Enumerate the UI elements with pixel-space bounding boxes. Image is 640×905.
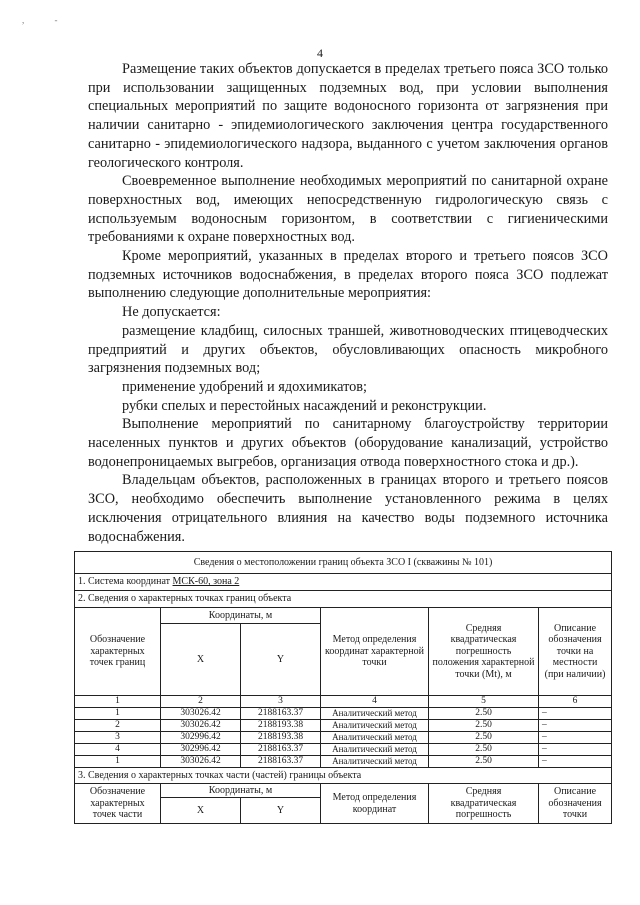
cell-point: 1 bbox=[75, 756, 161, 768]
cell-x: 303026.42 bbox=[161, 720, 241, 732]
table-row bbox=[75, 708, 612, 720]
header2-accuracy: Средняя квадратическая погрешность bbox=[429, 784, 539, 824]
col-num-4: 4 bbox=[321, 696, 429, 708]
header-accuracy: Средняя квадратическая погрешность положения характерной точки (Mt), м bbox=[429, 608, 539, 696]
boundary-table bbox=[74, 551, 611, 824]
paragraph-6: применение удобрений и ядохимикатов; bbox=[122, 378, 368, 395]
header-x: X bbox=[161, 624, 241, 696]
header-coords: Координаты, м bbox=[161, 608, 321, 624]
cell-y: 2188163.37 bbox=[241, 708, 321, 720]
paragraph-3: Кроме мероприятий, указанных в пределах второго и третьего поясов ЗСО подземных источников водоснабжения, в пределах второго пояса ЗСО подлежат выполнению следующие дополнительные мероприятия: bbox=[88, 248, 608, 302]
header2-coords: Координаты, м bbox=[161, 784, 321, 798]
cell-x: 302996.42 bbox=[161, 732, 241, 744]
header-designation: Обозначение характерных точек границ bbox=[75, 608, 161, 696]
cell-method: Аналитический метод bbox=[321, 732, 429, 744]
section-2-title: 2. Сведения о характерных точках границ объекта bbox=[75, 591, 612, 608]
cell-method: Аналитический метод bbox=[321, 708, 429, 720]
paragraph-1: Размещение таких объектов допускается в пределах третьего пояса ЗСО только при использовании защищенных подземных вод, при условии выполнения специальных мероприятий по защите водоносного горизонта от загрязнения при наличии санитарно - эпидемиологического заключения центра государственного санитарно - эпидемиологического надзора, выданного с учетом заключения органов геологического контроля. bbox=[88, 61, 608, 171]
cell-y: 2188193.38 bbox=[241, 732, 321, 744]
header2-x: X bbox=[161, 798, 241, 824]
coordinate-system-value: МСК-60, зона 2 bbox=[172, 576, 240, 588]
cell-description: – bbox=[539, 756, 612, 768]
coordinate-system-label: 1. Система координат bbox=[78, 576, 173, 588]
page-number: 4 bbox=[317, 46, 323, 60]
table-row bbox=[75, 744, 612, 756]
paragraph-9: Владельцам объектов, расположенных в границах второго и третьего поясов ЗСО, необходимо обеспечить выполнение установленного режима в целях исключения отрицательного влияния на качество воды подземного источника водоснабжения. bbox=[88, 472, 608, 545]
cell-accuracy: 2.50 bbox=[429, 744, 539, 756]
cell-y: 2188163.37 bbox=[241, 744, 321, 756]
cell-point: 2 bbox=[75, 720, 161, 732]
coordinate-system-row bbox=[75, 574, 612, 591]
cell-x: 302996.42 bbox=[161, 744, 241, 756]
header-method: Метод определения координат характерной точки bbox=[321, 608, 429, 696]
table-row bbox=[75, 732, 612, 744]
paragraph-2: Своевременное выполнение необходимых мероприятий по санитарной охране поверхностных вод, имеющих непосредственную гидрологическую связь с используемым водоносным горизонтом, в соответствии с гигиеническими требованиями к охране поверхностных вод. bbox=[88, 173, 608, 246]
cell-description: – bbox=[539, 732, 612, 744]
section-3-title: 3. Сведения о характерных точках части (частей) границы объекта bbox=[75, 768, 612, 784]
table-title: Сведения о местоположении границ объекта ЗСО I (скважины № 101) bbox=[75, 552, 612, 574]
header2-description: Описание обозначения точки bbox=[539, 784, 612, 824]
col-num-2: 2 bbox=[161, 696, 241, 708]
cell-point: 3 bbox=[75, 732, 161, 744]
col-num-1: 1 bbox=[75, 696, 161, 708]
cell-description: – bbox=[539, 708, 612, 720]
header-y: Y bbox=[241, 624, 321, 696]
cell-method: Аналитический метод bbox=[321, 744, 429, 756]
cell-x: 303026.42 bbox=[161, 708, 241, 720]
table-row bbox=[75, 720, 612, 732]
cell-point: 1 bbox=[75, 708, 161, 720]
cell-description: – bbox=[539, 720, 612, 732]
cell-description: – bbox=[539, 744, 612, 756]
cell-accuracy: 2.50 bbox=[429, 708, 539, 720]
cell-accuracy: 2.50 bbox=[429, 732, 539, 744]
paragraph-4: Не допускается: bbox=[122, 304, 221, 321]
corner-marks: , - bbox=[22, 15, 72, 25]
cell-accuracy: 2.50 bbox=[429, 756, 539, 768]
cell-method: Аналитический метод bbox=[321, 756, 429, 768]
table-row bbox=[75, 756, 612, 768]
header2-designation: Обозначение характерных точек части bbox=[75, 784, 161, 824]
cell-method: Аналитический метод bbox=[321, 720, 429, 732]
col-num-3: 3 bbox=[241, 696, 321, 708]
paragraph-8: Выполнение мероприятий по санитарному благоустройству территории населенных пунктов и других объектов (оборудование канализаций, устройство водонепроницаемых выгребов, организация отвода поверхностного стока и др.). bbox=[88, 416, 608, 470]
header2-method: Метод определения координат bbox=[321, 784, 429, 824]
cell-x: 303026.42 bbox=[161, 756, 241, 768]
cell-y: 2188163.37 bbox=[241, 756, 321, 768]
header2-y: Y bbox=[241, 798, 321, 824]
header-description: Описание обозначения точки на местности (при наличии) bbox=[539, 608, 612, 696]
col-num-6: 6 bbox=[539, 696, 612, 708]
col-num-5: 5 bbox=[429, 696, 539, 708]
cell-y: 2188193.38 bbox=[241, 720, 321, 732]
body-text bbox=[88, 60, 608, 546]
cell-point: 4 bbox=[75, 744, 161, 756]
paragraph-7: рубки спелых и перестойных насаждений и реконструкции. bbox=[122, 397, 487, 414]
cell-accuracy: 2.50 bbox=[429, 720, 539, 732]
paragraph-5: размещение кладбищ, силосных траншей, животноводческих птицеводческих предприятий и других объектов, обусловливающих опасность микробного загрязнения подземных вод; bbox=[88, 322, 608, 377]
